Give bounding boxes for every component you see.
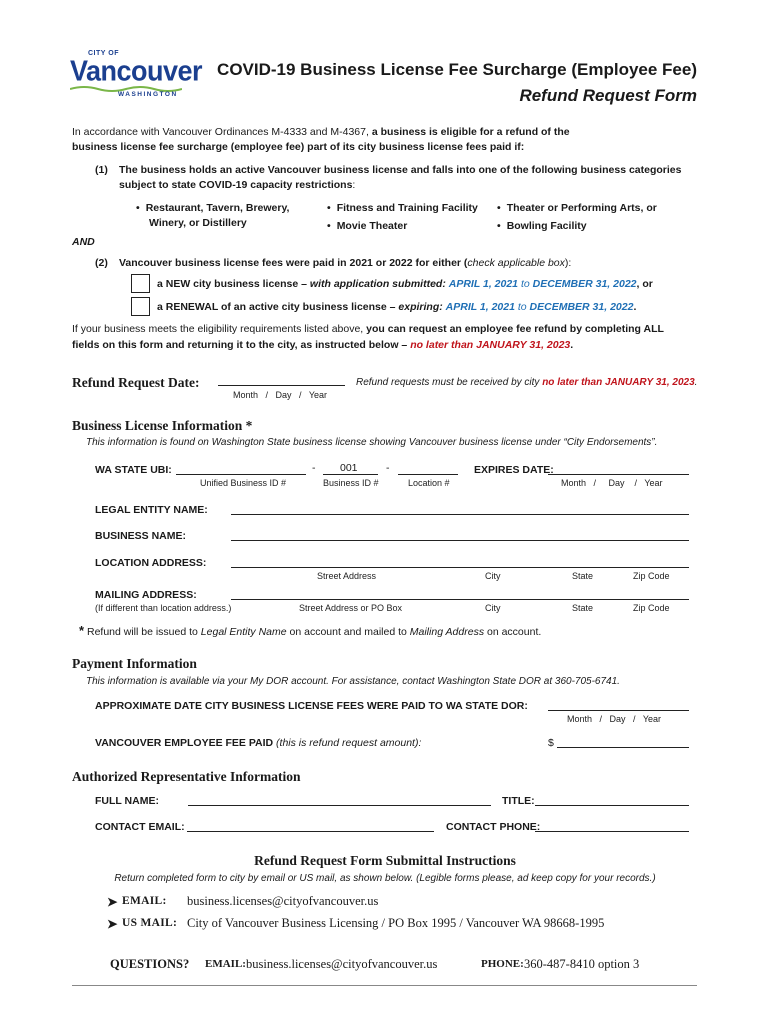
- category-restaurant-cont: Winery, or Distillery: [149, 217, 247, 229]
- mailing-zip-caption: Zip Code: [633, 603, 670, 613]
- submit-email-row: [107, 894, 117, 910]
- logo-name: Vancouver: [70, 55, 203, 87]
- mailing-address-sub: (If different than location address.): [95, 603, 232, 613]
- mailing-street-caption: Street Address or PO Box: [299, 603, 403, 613]
- business-id-value: 001: [340, 462, 358, 474]
- full-name-field[interactable]: [188, 805, 491, 806]
- eligibility-line-2: [72, 339, 573, 351]
- title-field[interactable]: [535, 805, 689, 806]
- renewal-license-option: [157, 301, 636, 313]
- new-license-to: to: [520, 278, 530, 290]
- criteria-1-colon: :: [352, 179, 356, 191]
- expires-field[interactable]: [548, 474, 689, 475]
- ubi-caption: Unified Business ID #: [200, 478, 287, 488]
- location-state-caption: State: [572, 571, 594, 581]
- fee-paid-field[interactable]: [557, 747, 689, 748]
- questions-label: QUESTIONS?: [110, 957, 190, 971]
- payment-section-heading: Payment Information: [72, 656, 197, 671]
- page-title: COVID-19 Business License Fee Surcharge (Employee Fee): [217, 60, 697, 79]
- arrow-icon: ➤: [107, 917, 118, 931]
- intro-line-2: business license fee surcharge (employee fee) part of its city business license fees paid if:: [72, 141, 525, 153]
- location-city-caption: City: [485, 571, 501, 581]
- new-license-checkbox[interactable]: [131, 274, 150, 293]
- new-license-label: a NEW city business license –: [157, 278, 310, 290]
- footnote-text-2: on account and mailed to: [286, 626, 410, 638]
- submittal-note: Return completed form to city by email or US mail, as shown below. (Legible forms please, ad keep copy for your records.): [114, 873, 656, 884]
- renewal-license-suffix: .: [633, 301, 637, 313]
- full-name-label: FULL NAME:: [95, 795, 159, 807]
- questions-phone-label: PHONE:: [481, 958, 524, 970]
- title-label: TITLE:: [502, 795, 535, 807]
- business-section-note: This information is found on Washington State business license showing Vancouver business license under “City Endorsements”.: [86, 437, 658, 448]
- ubi-field[interactable]: [176, 474, 306, 475]
- business-section-heading: Business License Information *: [72, 418, 253, 433]
- criteria-2-text: [119, 257, 571, 269]
- rep-section-heading: Authorized Representative Information: [72, 769, 301, 784]
- eligibility-period: .: [570, 339, 574, 351]
- criteria-2-close: ):: [564, 257, 572, 269]
- renewal-license-qualifier: expiring:: [398, 301, 443, 313]
- new-license-suffix: , or: [636, 278, 653, 290]
- page-subtitle: Refund Request Form: [519, 86, 697, 105]
- renewal-license-checkbox[interactable]: [131, 297, 150, 316]
- dollar-sign: $: [548, 737, 554, 749]
- category-movie-theater: • Movie Theater: [327, 220, 407, 232]
- criteria-2-number: (2): [95, 257, 108, 269]
- legal-entity-field[interactable]: [231, 514, 689, 515]
- submit-mail-row: [107, 916, 117, 932]
- approx-date-caption: Month / Day / Year: [567, 714, 662, 724]
- criteria-1-number: (1): [95, 164, 108, 176]
- refund-note-deadline: no later than JANUARY 31, 2023: [542, 377, 695, 388]
- refund-date-field[interactable]: [218, 385, 345, 386]
- arrow-icon: ➤: [107, 895, 118, 909]
- location-address-field[interactable]: [231, 567, 689, 568]
- business-id-caption: Business ID #: [323, 478, 379, 488]
- business-id-field[interactable]: [323, 474, 378, 475]
- refund-note-period: .: [694, 377, 698, 388]
- and-label: AND: [72, 236, 95, 248]
- mailing-address-label: MAILING ADDRESS:: [95, 589, 197, 601]
- intro-text: In accordance with Vancouver Ordinances M-4333 and M-4367,: [72, 126, 372, 138]
- new-license-qualifier: with application submitted:: [309, 278, 446, 290]
- questions-email-value[interactable]: business.licenses@cityofvancouver.us: [246, 957, 438, 971]
- submit-email-value[interactable]: business.licenses@cityofvancouver.us: [187, 894, 379, 908]
- renewal-license-to: to: [517, 301, 527, 313]
- approx-date-label: APPROXIMATE DATE CITY BUSINESS LICENSE FEES WERE PAID TO WA STATE DOR:: [95, 700, 528, 712]
- mailing-city-caption: City: [485, 603, 501, 613]
- ubi-dash-1: -: [312, 462, 316, 474]
- location-number-caption: Location #: [408, 478, 450, 488]
- logo-city-of: CITY OF: [88, 50, 119, 57]
- ubi-label: WA STATE UBI:: [95, 464, 172, 476]
- criteria-2-hint: check applicable box: [467, 257, 565, 269]
- footnote-legal-entity: Legal Entity Name: [200, 626, 287, 638]
- refund-date-label: Refund Request Date:: [72, 375, 200, 390]
- criteria-1-line-1: The business holds an active Vancouver business license and falls into one of the following business categories: [119, 164, 682, 176]
- footnote-star: *: [79, 623, 85, 638]
- business-name-field[interactable]: [231, 540, 689, 541]
- questions-phone-value: 360-487-8410 option 3: [524, 957, 640, 971]
- criteria-1-emphasis: subject to state COVID-19 capacity restrictions: [119, 179, 353, 191]
- location-number-field[interactable]: [398, 474, 458, 475]
- eligibility-line-1: [72, 323, 664, 335]
- fee-paid-label: VANCOUVER EMPLOYEE FEE PAID: [95, 737, 274, 749]
- renewal-license-label: a RENEWAL of an active city business license –: [157, 301, 399, 313]
- fee-paid-row: [95, 737, 421, 749]
- renewal-license-end: DECEMBER 31, 2022: [529, 301, 634, 313]
- mailing-address-field[interactable]: [231, 599, 689, 600]
- category-bowling: • Bowling Facility: [497, 220, 587, 232]
- submittal-heading: Refund Request Form Submittal Instructions: [254, 853, 516, 868]
- intro-line-1: [72, 126, 570, 138]
- contact-phone-field[interactable]: [535, 831, 689, 832]
- footnote-mailing: Mailing Address: [409, 626, 485, 638]
- eligibility-instruction: fields on this form and returning it to the city, as instructed below –: [72, 339, 411, 351]
- location-address-label: LOCATION ADDRESS:: [95, 557, 207, 569]
- submit-mail-value: City of Vancouver Business Licensing / PO Box 1995 / Vancouver WA 98668-1995: [187, 916, 605, 930]
- business-footnote: [79, 623, 541, 638]
- mailing-state-caption: State: [572, 603, 594, 613]
- footnote-text-1: Refund will be issued to: [84, 626, 201, 638]
- eligibility-deadline: no later than JANUARY 31, 2023: [410, 339, 571, 351]
- location-zip-caption: Zip Code: [633, 571, 670, 581]
- ubi-dash-2: -: [386, 462, 390, 474]
- expires-label: EXPIRES DATE:: [474, 464, 554, 476]
- city-logo: [70, 50, 203, 102]
- category-restaurant: • Restaurant, Tavern, Brewery,: [136, 202, 289, 214]
- contact-email-field[interactable]: [187, 831, 434, 832]
- questions-email-label: EMAIL:: [205, 958, 246, 970]
- new-license-start: APRIL 1, 2021: [448, 278, 519, 290]
- eligibility-emphasis: you can request an employee fee refund by completing ALL: [366, 323, 664, 335]
- contact-phone-label: CONTACT PHONE:: [446, 821, 541, 833]
- location-street-caption: Street Address: [317, 571, 377, 581]
- intro-emphasis: a business is eligible for a refund of the: [371, 126, 570, 138]
- renewal-license-start: APRIL 1, 2021: [445, 301, 515, 313]
- footnote-text-3: on account.: [484, 626, 542, 638]
- criteria-1-line-2: [119, 179, 355, 191]
- refund-date-caption: Month / Day / Year: [233, 390, 328, 400]
- approx-date-field[interactable]: [548, 710, 689, 711]
- category-theater: • Theater or Performing Arts, or: [497, 202, 657, 214]
- new-license-end: DECEMBER 31, 2022: [532, 278, 637, 290]
- footer-rule: [72, 985, 697, 986]
- logo-state: WASHINGTON: [118, 91, 178, 98]
- refund-note-text: Refund requests must be received by city: [356, 377, 543, 388]
- criteria-2-label: Vancouver business license fees were paid in 2021 or 2022 for either (: [119, 257, 468, 269]
- legal-entity-label: LEGAL ENTITY NAME:: [95, 504, 208, 516]
- submit-mail-label: US MAIL:: [122, 917, 178, 929]
- category-fitness: • Fitness and Training Facility: [327, 202, 478, 214]
- contact-email-label: CONTACT EMAIL:: [95, 821, 185, 833]
- refund-date-note: [356, 377, 697, 388]
- expires-caption: Month / Day / Year: [561, 478, 663, 488]
- submit-email-label: EMAIL:: [122, 895, 167, 907]
- eligibility-text: If your business meets the eligibility requirements listed above,: [72, 323, 367, 335]
- fee-paid-note: (this is refund request amount):: [273, 737, 422, 749]
- payment-section-note: This information is available via your My DOR account. For assistance, contact Washington State DOR at 360-705-6741.: [86, 676, 620, 687]
- new-license-option: [157, 278, 653, 290]
- business-name-label: BUSINESS NAME:: [95, 530, 187, 542]
